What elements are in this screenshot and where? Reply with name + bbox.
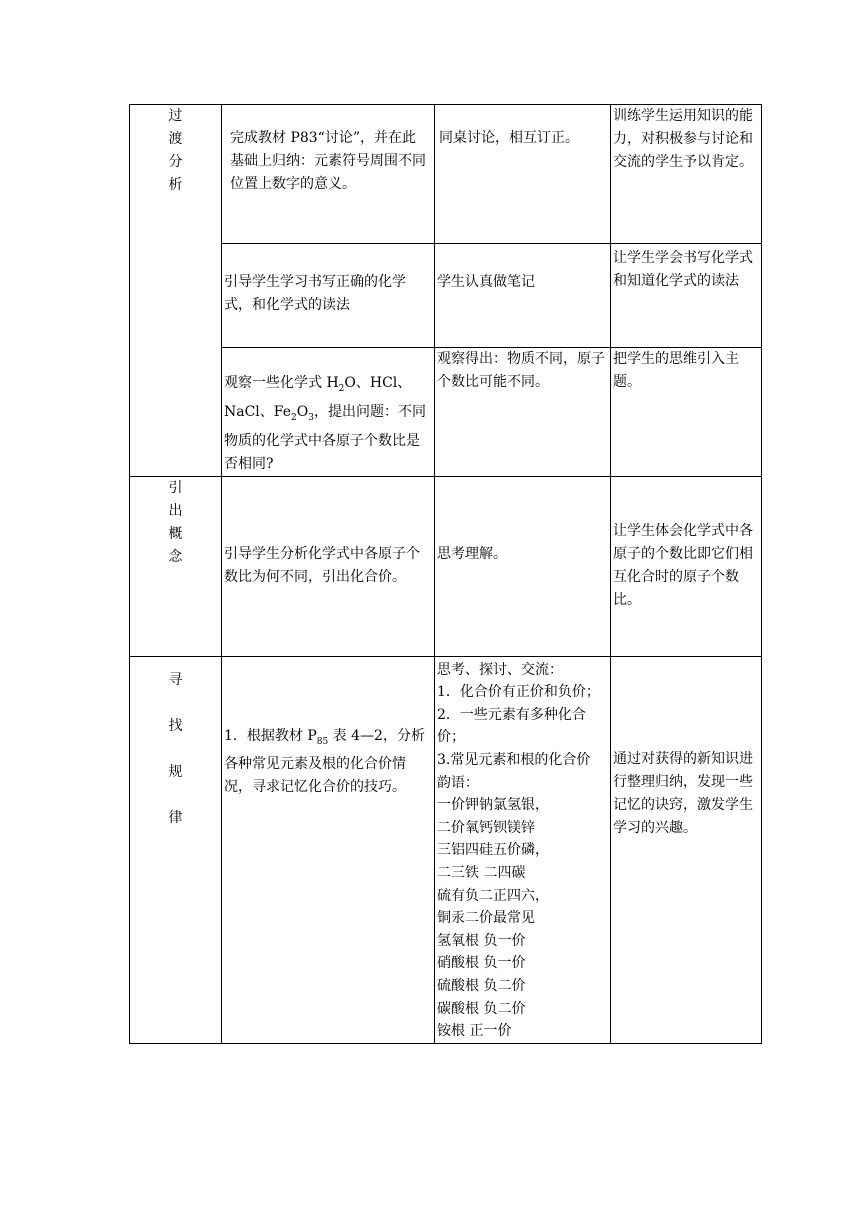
design-intent-cell bbox=[611, 105, 762, 244]
teacher-activity-text: 观察一些化学式 H bbox=[224, 375, 339, 391]
student-activity-cell bbox=[435, 476, 611, 656]
design-intent-text: 让学生体会化学式中各原子的个数比即它们相互化合时的原子个数比。 bbox=[613, 522, 753, 608]
student-line: 硫有负二正四六， bbox=[437, 887, 549, 904]
student-line: 铵根 正一价 bbox=[437, 1023, 512, 1040]
design-intent-cell bbox=[611, 348, 762, 477]
design-intent-text: 训练学生运用知识的能力，对积极参与讨论和交流的学生予以肯定。 bbox=[613, 108, 753, 170]
teacher-activity-text: 表 4—2，分析各种常见元素及根的化合价情况，寻求记忆化合价的技巧。 bbox=[224, 727, 425, 796]
table-row bbox=[130, 244, 762, 348]
subscript: 2 bbox=[291, 412, 297, 423]
phase-cell-rules bbox=[130, 656, 222, 1043]
phase-cell-concept bbox=[130, 476, 222, 656]
teacher-activity-cell bbox=[222, 348, 435, 477]
phase-char: 概 bbox=[168, 525, 183, 542]
student-line: 二三铁 二四碳 bbox=[437, 864, 526, 881]
student-line: 思考、探讨、交流： bbox=[437, 661, 563, 678]
student-activity-cell bbox=[435, 244, 611, 348]
teacher-activity-cell bbox=[222, 244, 435, 348]
table-row bbox=[130, 348, 762, 477]
student-activity-text: 同桌讨论，相互订正。 bbox=[439, 130, 579, 146]
teacher-activity-cell bbox=[222, 656, 435, 1043]
phase-char: 规 bbox=[168, 763, 183, 780]
phase-cell-transition bbox=[130, 105, 222, 477]
subscript: 3 bbox=[308, 412, 314, 423]
phase-char: 出 bbox=[168, 502, 183, 519]
student-line: 3.常见元素和根的化合价 bbox=[437, 751, 591, 768]
teacher-activity-text: 引导学生分析化学式中各原子个数比为何不同，引出化合价。 bbox=[224, 545, 420, 585]
phase-char: 分 bbox=[168, 154, 183, 170]
phase-char: 念 bbox=[168, 548, 183, 565]
design-intent-cell bbox=[611, 656, 762, 1043]
subscript: 2 bbox=[338, 383, 345, 394]
student-activity-text: 思考理解。 bbox=[437, 545, 507, 562]
student-activity-text: 观察得出：物质不同，原子个数比可能不同。 bbox=[437, 351, 605, 390]
design-intent-cell bbox=[611, 244, 762, 348]
teacher-activity-text: 引导学生学习书写正确的化学式，和化学式的读法 bbox=[224, 274, 406, 313]
student-line: 二价氧钙钡镁锌 bbox=[437, 819, 535, 836]
student-line: 韵语： bbox=[437, 774, 479, 791]
student-line: 价； bbox=[437, 729, 465, 746]
student-line: 三铝四硅五价磷， bbox=[437, 842, 549, 859]
teacher-activity-cell bbox=[222, 476, 435, 656]
student-line: 碳酸根 负二价 bbox=[437, 1000, 526, 1017]
table-row bbox=[130, 476, 762, 656]
table-row bbox=[130, 105, 762, 244]
student-line: 1．化合价有正价和负价； bbox=[437, 684, 600, 701]
student-activity-text: 学生认真做笔记 bbox=[437, 274, 535, 290]
teacher-activity-text: 1．根据教材 P bbox=[224, 727, 317, 744]
phase-char: 过 bbox=[168, 108, 183, 124]
phase-char: 律 bbox=[168, 809, 183, 826]
student-activity-cell bbox=[435, 656, 611, 1043]
design-intent-text: 让学生学会书写化学式和知道化学式的读法 bbox=[613, 250, 753, 289]
phase-char: 寻 bbox=[168, 671, 183, 688]
student-line: 氢氧根 负一价 bbox=[437, 932, 526, 949]
table-row bbox=[130, 656, 762, 1043]
phase-char: 渡 bbox=[168, 131, 183, 147]
teacher-activity-text: O bbox=[296, 403, 309, 420]
subscript: 85 bbox=[316, 736, 329, 747]
lesson-plan-table bbox=[129, 104, 762, 1044]
teacher-activity-text: O、HCl、NaCl、Fe bbox=[224, 375, 412, 420]
student-activity-cell bbox=[435, 348, 611, 477]
teacher-activity-cell bbox=[222, 105, 435, 244]
design-intent-text: 通过对获得的新知识进行整理归纳，发现一些记忆的诀窍，激发学生学习的兴趣。 bbox=[613, 750, 753, 836]
student-line: 硝酸根 负一价 bbox=[437, 955, 526, 972]
teacher-activity-text: 完成教材 P83“讨论”，并在此基础上归纳：元素符号周围不同位置上数字的意义。 bbox=[230, 130, 426, 192]
student-line: 2．一些元素有多种化合 bbox=[437, 706, 586, 723]
design-intent-text: 把学生的思维引入主题。 bbox=[613, 351, 739, 390]
student-line: 一价钾钠氯氢银， bbox=[437, 797, 549, 814]
teacher-activity-text: ，提出问题：不同物质的化学式中各原子个数比是否相同? bbox=[224, 403, 426, 472]
phase-char: 引 bbox=[168, 479, 183, 496]
student-activity-cell bbox=[435, 105, 611, 244]
design-intent-cell bbox=[611, 476, 762, 656]
phase-char: 析 bbox=[168, 177, 183, 193]
student-line: 硫酸根 负二价 bbox=[437, 977, 526, 994]
student-line: 铜汞二价最常见 bbox=[437, 910, 535, 927]
phase-char: 找 bbox=[168, 717, 183, 734]
